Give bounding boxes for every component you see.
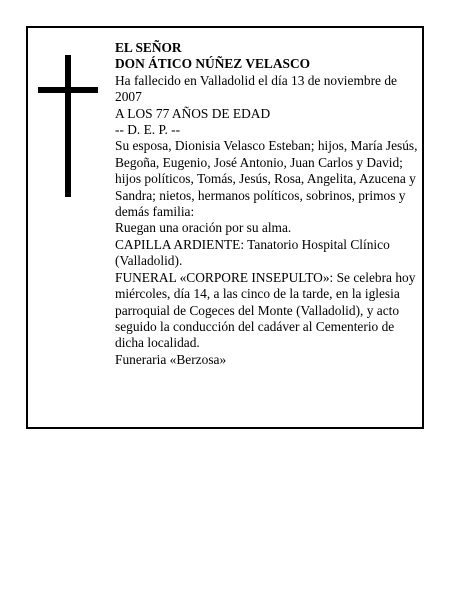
cross-icon <box>38 55 98 197</box>
obituary-notice <box>26 26 424 429</box>
cross-horizontal-bar <box>38 87 98 93</box>
chapel-paragraph: CAPILLA ARDIENTE: Tanatorio Hospital Clínico (Valladolid). <box>115 236 390 269</box>
notice-title: EL SEÑOR <box>115 40 182 55</box>
notice-text <box>115 40 421 368</box>
prayer-line: Ruegan una oración por su alma. <box>115 220 292 236</box>
death-info: Ha fallecido en Valladolid el día 13 de noviembre de 2007 <box>115 72 397 105</box>
rip-line: -- D. E. P. -- <box>115 122 181 138</box>
cross-vertical-bar <box>65 55 71 197</box>
funeral-paragraph: FUNERAL «CORPORE INSEPULTO»: Se celebra hoy miércoles, día 14, a las cinco de la tarde, en la iglesia parroquial de Cogeces del Monte (Valladolid), y acto seguido la conducción del cadáver al Cementerio de dicha localidad. <box>115 269 416 351</box>
deceased-name: DON ÁTICO NÚÑEZ VELASCO <box>115 56 311 72</box>
age-line: A LOS 77 AÑOS DE EDAD <box>115 105 271 121</box>
family-paragraph: Su esposa, Dionisia Velasco Esteban; hijos, María Jesús, Begoña, Eugenio, José Antonio, Juan Carlos y David; hijos políticos, Tomás, Jesús, Rosa, Angelita, Azucena y Sandra; nietos, hermanos políticos, sobrinos, primos y demás familia: <box>115 138 418 220</box>
funeral-home: Funeraria «Berzosa» <box>115 351 227 367</box>
